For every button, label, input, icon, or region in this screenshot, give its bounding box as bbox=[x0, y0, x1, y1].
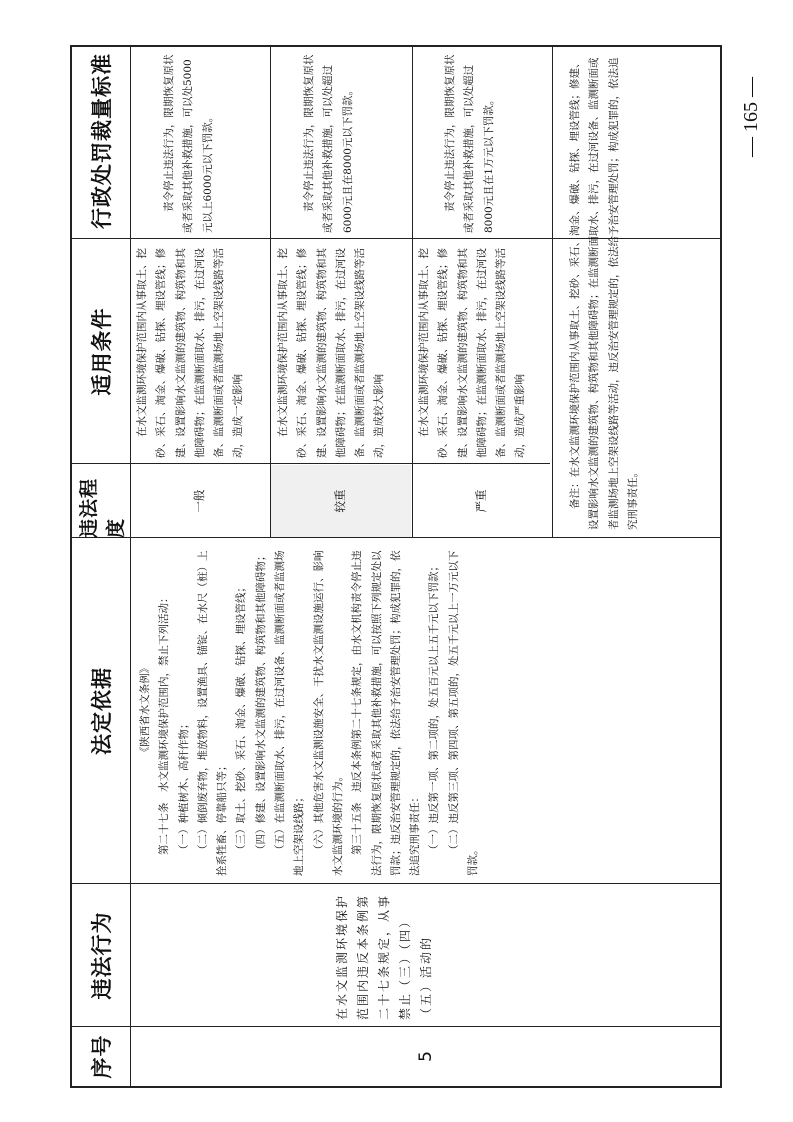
header-standard: 行政处罚裁量标准 bbox=[90, 53, 114, 229]
basis-item-5: （五）在监测断面取水、排污，在过河设备、监测断面或者监测场地上空架设线路； bbox=[274, 550, 306, 876]
standard-severe: 责令停止违法行为，限期恢复原状或者采取其他补救措施，可以处超过8000元且在1万元以下罚款。 bbox=[444, 54, 495, 233]
condition-general: 在水文监测环境保护范围内从事取土、挖砂、采石、淘金、爆破、钻探、埋设管线；修建、设置影响水文监测的建筑物、构筑物和其他障碍物；在监测断面取水、排污，在过河设备、监测断面或者监测场地上空架设线路等活动，造成一定影响 bbox=[136, 248, 245, 458]
col-rule bbox=[72, 883, 720, 884]
basis-item-3: （三）取土、挖砂、采石、淘金、爆破、钻探、埋设管线； bbox=[235, 582, 248, 855]
header-basis: 法定依据 bbox=[90, 667, 114, 755]
standard-general: 责令停止违法行为，限期恢复原状或者采取其他补救措施，可以处5000元以上6000元以下罚款。 bbox=[163, 54, 214, 233]
basis-penalty-2: （二）违反第三项、第四项、第五项的，处五千元以上一万元以下罚款。 bbox=[447, 550, 480, 876]
condition-serious: 在水文监测环境保护范围内从事取土、挖砂、采石、淘金、爆破、钻探、埋设管线；修建、设置影响水文监测的建筑物、构筑物和其他障碍物；在监测断面取水、排污，在过河设备、监测断面或者监测场地上空架设线路等活动，造成较大影响 bbox=[277, 248, 386, 458]
condition-severe: 在水文监测环境保护范围内从事取土、挖砂、采石、淘金、爆破、钻探、埋设管线；修建、设置影响水文监测的建筑物、构筑物和其他障碍物；在监测断面取水、排污，在过河设备、监测断面或者监测场地上空架设线路等活动，造成严重影响 bbox=[418, 248, 527, 458]
basis-item-2: （二）倾倒废弃物，堆放物料，设置渔具、锚锭、在水尺（桩）上拴系牲畜、停靠船只等； bbox=[196, 550, 229, 876]
page-number: — 165 — bbox=[740, 77, 762, 157]
basis-item-6: （六）其他危害水文监测设施安全、干扰水文监测设施运行、影响水文监测环境的行为。 bbox=[312, 550, 344, 876]
header-behavior: 违法行为 bbox=[90, 911, 114, 1000]
basis-article-27: 第二十七条 水文监测环境保护范围内，禁止下列活动： bbox=[158, 592, 171, 855]
header-seq: 序号 bbox=[90, 1034, 114, 1079]
basis-law-title: 《陕西省水文条例》 bbox=[139, 662, 151, 758]
row-behavior: 在水文监测环境保护范围内违反本条例第二十七条规定，从事禁止（三）（四）（五）活动的 bbox=[335, 893, 433, 1020]
degree-general: 一般 bbox=[192, 489, 207, 513]
basis-item-1: （一）种植树木、高秆作物； bbox=[177, 718, 190, 855]
header-rule bbox=[130, 47, 131, 1086]
header-degree: 违法程度 bbox=[78, 477, 127, 538]
note: 备注：在水文监测环境保护范围内从事取土、挖砂、采石、淘金、爆破、钻探、埋设管线；修建、设置影响水文监测的建筑物、构筑物和其他障碍物；在监测断面取水、排污，在过河设备、监测断面或者监测场地上空架设线路等活动，违反治安管理规定的，依法给予治安管理处罚；构成犯罪的，依法追究刑事责任。 bbox=[569, 57, 639, 530]
basis-article-35: 第三十五条 违反本条例第二十七条规定，由水文机构责令停止违法行为，限期恢复原状或者采取其他补救措施，可以按照下列规定处以罚款；违反治安管理规定的，依法给予治安管理处罚；构成犯罪的，依法追究刑事责任： bbox=[351, 550, 422, 876]
header-conditions: 适用条件 bbox=[90, 307, 114, 396]
row-seq: 5 bbox=[416, 1051, 437, 1062]
legal-basis bbox=[136, 544, 483, 876]
penalty-table bbox=[70, 45, 722, 1088]
degree-severe: 严重 bbox=[474, 489, 489, 513]
row-rule bbox=[552, 47, 553, 538]
basis-item-4: （四）修建、设置影响水文监测的建筑物、构筑物和其他障碍物； bbox=[254, 550, 267, 855]
basis-penalty-1: （一）违反第一项、第二项的，处五百元以上五千元以下罚款； bbox=[428, 561, 441, 855]
standard-serious: 责令停止违法行为，限期恢复原状或者采取其他补救措施，可以处超过6000元且在8000元以下罚款。 bbox=[303, 54, 354, 233]
degree-serious: 较重 bbox=[271, 465, 411, 537]
